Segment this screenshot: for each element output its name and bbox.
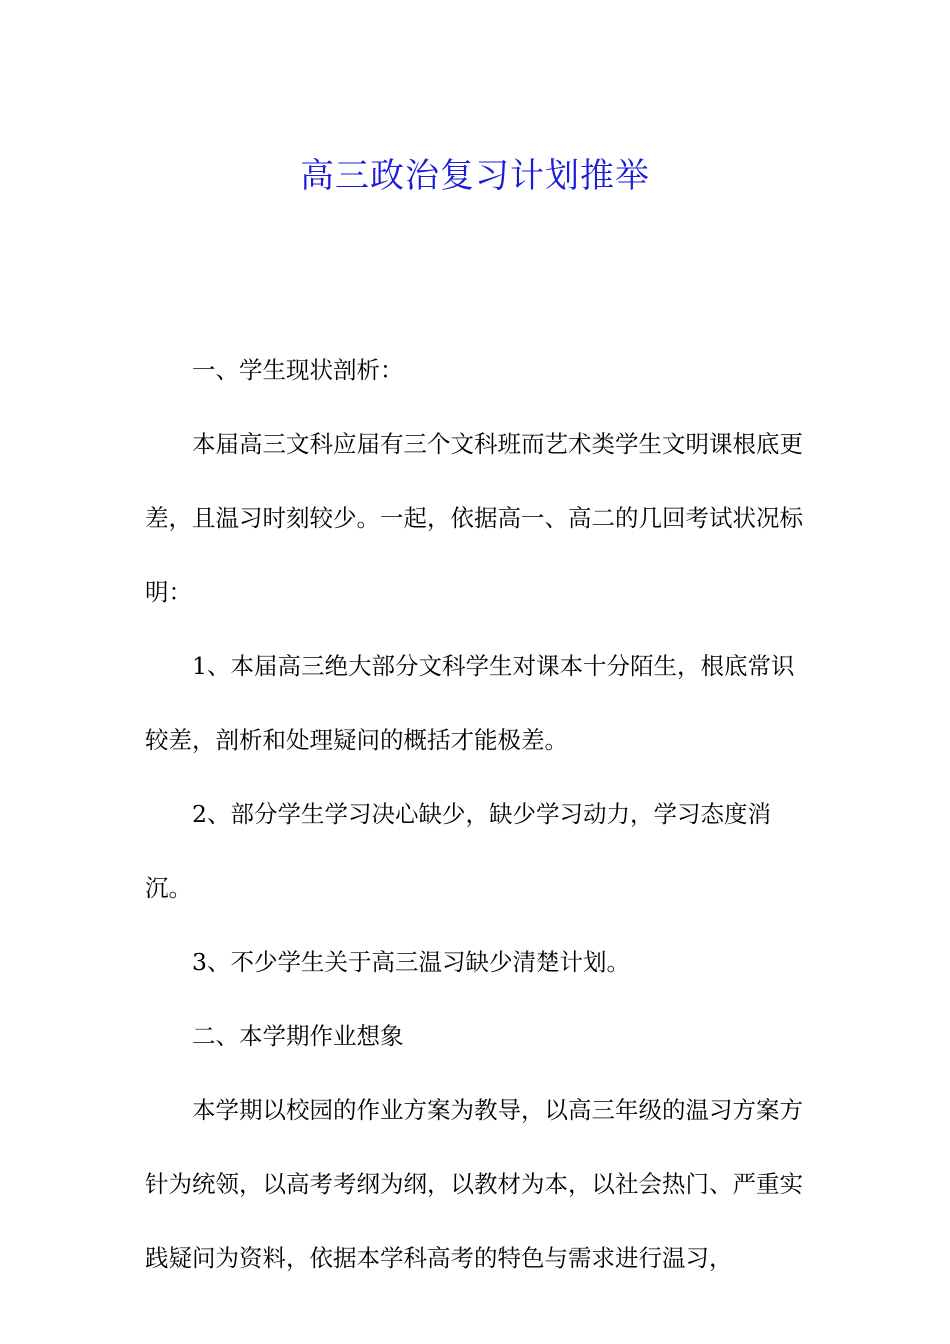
document-title: 高三政治复习计划推举	[300, 155, 650, 196]
paragraph-work-plan: 本学期以校园的作业方案为教导，以高三年级的温习方案方针为统领，以高考考纲为纲，以教材为本，以社会热门、严重实践疑问为资料，依据本学科高考的特色与需求进行温习，	[145, 1096, 803, 1272]
section-heading-work-plan: 二、本学期作业想象	[192, 1022, 404, 1050]
section-heading-student-analysis: 一、学生现状剖析：	[192, 356, 404, 384]
list-item-point-3: 3、不少学生关于高三温习缺少清楚计划。	[192, 948, 630, 976]
list-item-point-1: 1、本届高三绝大部分文科学生对课本十分陌生，根底常识较差，剖析和处理疑问的概括才能极差。	[145, 652, 795, 754]
paragraph-class-overview: 本届高三文科应届有三个文科班而艺术类学生文明课根底更差，且温习时刻较少。一起，依据高一、高二的几回考试状况标明：	[145, 430, 803, 606]
list-item-point-2: 2、部分学生学习决心缺少，缺少学习动力，学习态度消沉。	[145, 800, 771, 902]
document-body	[145, 333, 810, 1295]
